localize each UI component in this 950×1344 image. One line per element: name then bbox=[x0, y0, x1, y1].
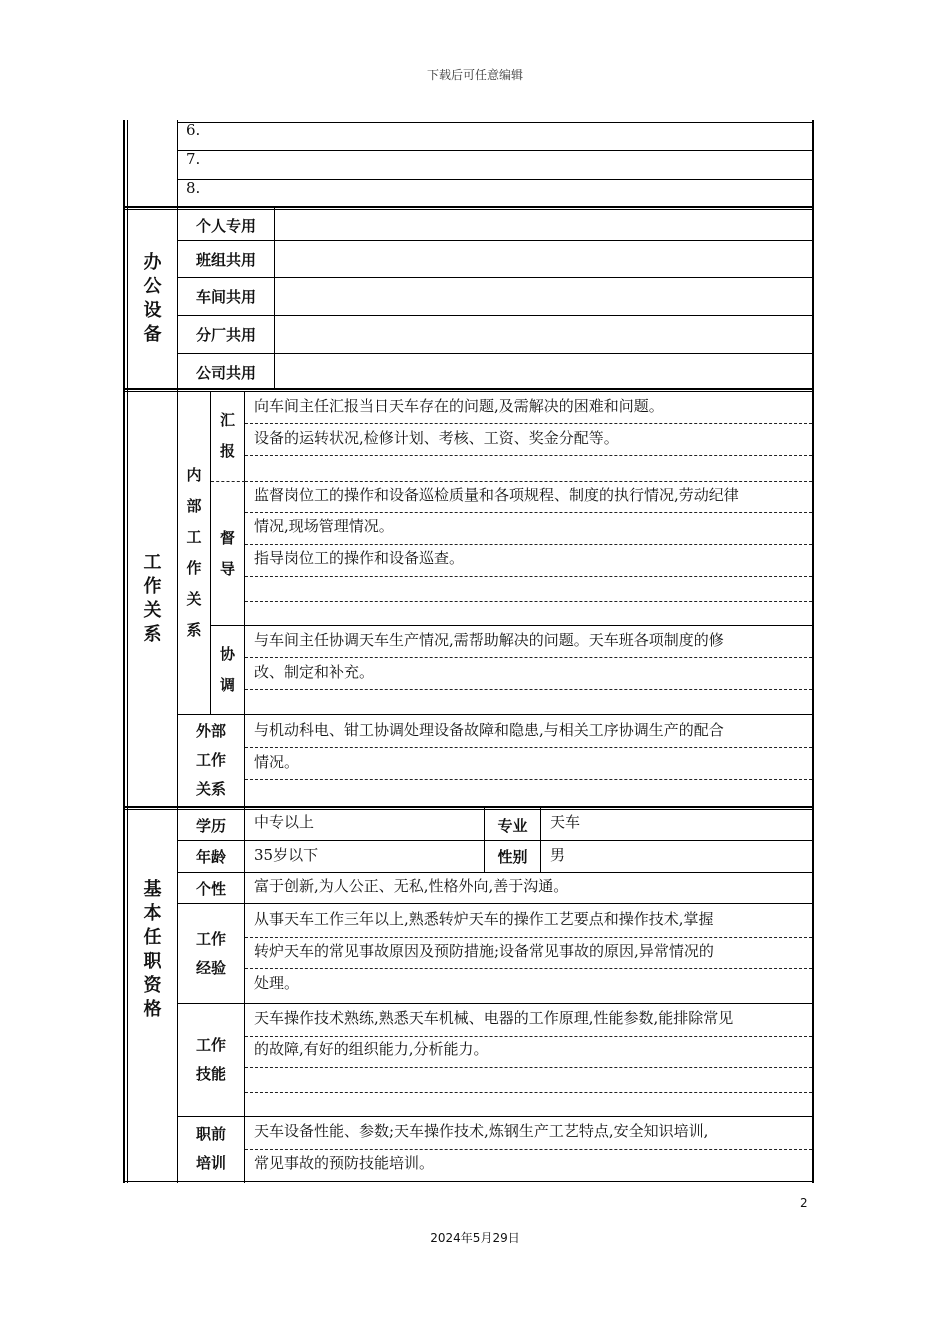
work-relations-title: 工 作 关 系 bbox=[143, 552, 162, 645]
age-value: 35岁以下 bbox=[254, 846, 319, 864]
column-divider bbox=[274, 208, 275, 389]
supervise-text: 指导岗位工的操作和设备巡查。 bbox=[254, 549, 465, 567]
dashed-rule bbox=[245, 689, 812, 690]
dashed-rule bbox=[245, 1092, 812, 1093]
skills-label: 工作 技能 bbox=[195, 1036, 226, 1083]
table-bottom-border bbox=[123, 1181, 812, 1182]
experience-text: 从事天车工作三年以上,熟悉转炉天车的操作工艺要点和操作技术,掌握 bbox=[254, 910, 714, 928]
skills-text: 的故障,有好的组织能力,分析能力。 bbox=[254, 1040, 489, 1058]
office-equipment-label: 个人专用 bbox=[195, 216, 256, 235]
training-label: 职前 培训 bbox=[195, 1125, 226, 1172]
office-equipment-label: 分厂共用 bbox=[195, 326, 256, 344]
personality-value: 富于创新,为人公正、无私,性格外向,善于沟通。 bbox=[254, 877, 569, 895]
dashed-rule bbox=[245, 455, 812, 456]
report-text: 设备的运转状况,检修计划、考核、工资、奖金分配等。 bbox=[254, 429, 619, 447]
dashed-rule bbox=[245, 779, 812, 780]
experience-text: 转炉天车的常见事故原因及预防措施;设备常见事故的原因,异常情况的 bbox=[254, 942, 714, 960]
major-label: 专业 bbox=[497, 816, 528, 835]
table-right-border bbox=[812, 120, 814, 1183]
major-value: 天车 bbox=[550, 813, 581, 831]
report-text: 向车间主任汇报当日天车存在的问题,及需解决的困难和问题。 bbox=[254, 397, 664, 415]
external-relations-text: 与机动科电、钳工协调处理设备故障和隐患,与相关工序协调生产的配合 bbox=[254, 721, 724, 739]
page-number: 2 bbox=[800, 1196, 808, 1210]
numbered-row: 6. bbox=[186, 121, 201, 139]
gender-value: 男 bbox=[550, 846, 566, 864]
external-relations-label: 外部 工作 关系 bbox=[195, 722, 226, 798]
training-text: 常见事故的预防技能培训。 bbox=[254, 1154, 435, 1172]
column-divider bbox=[244, 808, 245, 1183]
education-value: 中专以上 bbox=[254, 813, 315, 831]
experience-text: 处理。 bbox=[254, 974, 300, 992]
external-relations-text: 情况。 bbox=[254, 753, 300, 771]
report-label: 汇 报 bbox=[219, 411, 235, 460]
qualifications-title: 基 本 任 职 资 格 bbox=[143, 879, 162, 1020]
footer-date: 2024年5月29日 bbox=[430, 1231, 520, 1245]
office-equipment-label: 班组共用 bbox=[195, 250, 256, 269]
section-divider bbox=[123, 206, 812, 208]
personality-label: 个性 bbox=[195, 879, 226, 898]
numbered-row: 8. bbox=[186, 179, 201, 197]
education-label: 学历 bbox=[195, 816, 226, 835]
supervise-text: 情况,现场管理情况。 bbox=[254, 517, 394, 535]
office-equipment-title: 办 公 设 备 bbox=[143, 252, 162, 345]
internal-relations-title: 内 部 工 作 关 系 bbox=[186, 466, 202, 639]
header-note: 下载后可任意编辑 bbox=[426, 68, 523, 82]
table-left-border bbox=[123, 120, 125, 1183]
coordinate-label: 协 调 bbox=[219, 645, 235, 694]
coordinate-text: 与车间主任协调天车生产情况,需帮助解决的问题。天车班各项制度的修 bbox=[254, 631, 724, 649]
coordinate-text: 改、制定和补充。 bbox=[254, 663, 375, 681]
gender-label: 性别 bbox=[497, 848, 528, 866]
row-rule bbox=[177, 179, 812, 180]
supervise-text: 监督岗位工的操作和设备巡检质量和各项规程、制度的执行情况,劳动纪律 bbox=[254, 486, 739, 504]
skills-text: 天车操作技术熟练,熟悉天车机械、电器的工作原理,性能参数,能排除常见 bbox=[254, 1009, 734, 1027]
supervise-label: 督 导 bbox=[219, 529, 235, 578]
row-rule bbox=[177, 122, 812, 123]
office-equipment-label: 公司共用 bbox=[195, 363, 256, 382]
dashed-rule bbox=[245, 747, 812, 748]
dashed-rule bbox=[245, 968, 812, 969]
experience-label: 工作 经验 bbox=[195, 929, 226, 977]
dashed-rule bbox=[245, 601, 812, 602]
numbered-row: 7. bbox=[186, 150, 201, 168]
row-rule bbox=[177, 150, 812, 151]
office-equipment-label: 车间共用 bbox=[195, 288, 256, 306]
dashed-rule bbox=[245, 576, 812, 577]
job-description-table bbox=[120, 120, 816, 1183]
age-label: 年龄 bbox=[195, 848, 226, 866]
dashed-rule bbox=[245, 1067, 812, 1068]
training-text: 天车设备性能、参数;天车操作技术,炼钢生产工艺特点,安全知识培训, bbox=[254, 1122, 709, 1140]
section-divider bbox=[123, 806, 812, 808]
